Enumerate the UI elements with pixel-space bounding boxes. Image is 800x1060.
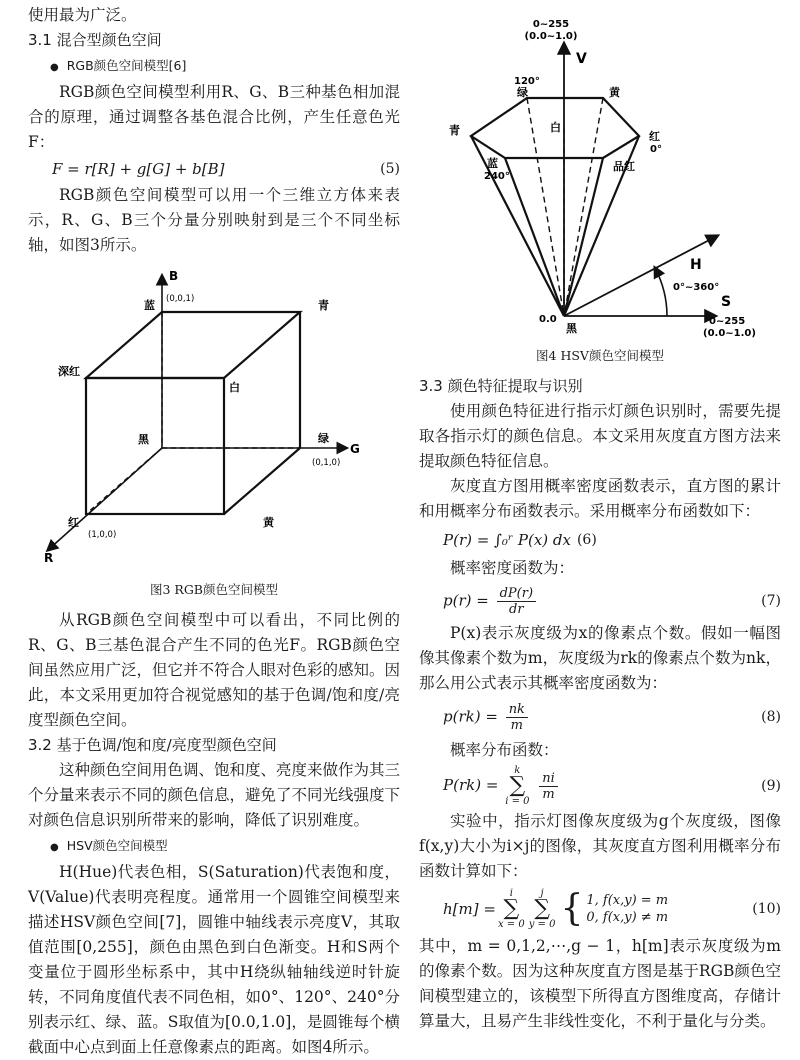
equation-body <box>443 888 668 930</box>
axis-v-label: V <box>576 51 587 67</box>
yellow-label: 黄 <box>609 86 620 99</box>
figure-3-rgb-cube <box>28 262 400 584</box>
fraction-denominator: m <box>542 786 555 802</box>
equation-5 <box>28 155 400 183</box>
vertex-cyan-label: 青 <box>318 299 329 312</box>
paragraph: P(x)表示灰度级为x的像素点个数。假如一幅图像其像素个数为m，灰度级为rk的像素点个数为nk，那么用公式表示其概率密度函数为： <box>419 624 781 692</box>
vertex-red-label: 红 <box>68 516 79 529</box>
paragraph: 从RGB颜色空间模型中可以看出，不同比例的R、G、B三基色混合产生不同的色光F。RGB颜色空间虽然应用广泛，但它并不符合人眼对色彩的感知。因此，本文采用更加符合视觉感知的基于色调/饱和度/亮度型颜色空间。 <box>28 611 401 729</box>
vertex-yellow-label: 黄 <box>263 516 274 529</box>
axis-s-label: S <box>721 294 732 310</box>
vertex-green-label: 绿 <box>318 432 329 445</box>
equation-lhs: P(rk) = <box>443 776 499 794</box>
equation-number: (6) <box>576 532 597 548</box>
sum-lower: y = 0 <box>528 919 556 930</box>
equation-7 <box>419 581 781 621</box>
sum-upper: j <box>540 888 544 899</box>
white-label: 白 <box>550 121 561 134</box>
cases <box>586 892 668 926</box>
equation-lhs: p(rk) = <box>443 707 498 725</box>
equation-number: (5) <box>380 161 400 177</box>
figure-4-hsv-cone <box>419 0 781 340</box>
sum-upper: i <box>509 888 513 899</box>
vertex-white-label: 白 <box>229 381 240 394</box>
equation-9 <box>419 763 781 809</box>
bullet-label: HSV颜色空间模型 <box>66 838 168 853</box>
v-range-2: (0.0~1.0) <box>524 31 578 42</box>
equation-body: F = r[R] + g[G] + b[B] <box>52 160 225 178</box>
bullet-label: RGB颜色空间模型[6] <box>66 58 187 73</box>
equation-number: (7) <box>761 593 781 609</box>
fraction <box>497 586 536 617</box>
text-line: 使用最为广泛。 <box>28 6 137 24</box>
vertex-magenta-label: 深红 <box>58 365 80 378</box>
equation-10 <box>419 884 781 934</box>
fraction-numerator: dP(r) <box>497 586 536 602</box>
figure-4-caption: 图4 HSV颜色空间模型 <box>536 348 664 363</box>
bullet-icon: ● <box>50 62 59 73</box>
equation-body <box>443 765 561 807</box>
cyan-label: 青 <box>449 124 460 137</box>
axis-g-label: G <box>350 442 360 456</box>
summation <box>498 888 525 930</box>
axis-r-label: R <box>44 551 54 565</box>
equation-body <box>443 702 531 733</box>
h-range-label: 0°~360° <box>673 282 720 293</box>
sum-lower: i = 0 <box>505 796 530 807</box>
vertex-black-label: 黑 <box>138 433 149 446</box>
summation <box>529 888 556 930</box>
right-column <box>419 0 781 1034</box>
black-label: 黑 <box>566 322 577 335</box>
vertex-blue-coord: (0,0,1) <box>166 294 195 304</box>
v-range-1: 0~255 <box>532 19 570 30</box>
paragraph: 其中，m = 0,1,2,⋯,g − 1，h[m]表示灰度级为m的像素个数。因为这种灰度直方图是基于RGB颜色空间模型建立的，该模型下所得直方图维度高，存储计算量大，且易产生非线性变化，不利于量化与分类。 <box>419 937 781 1030</box>
paragraph: 灰度直方图用概率密度函数表示，直方图的累计和用概率分布函数表示。采用概率分布函数如下： <box>419 477 781 520</box>
sum-lower: x = 0 <box>497 919 525 930</box>
bullet-icon: ● <box>50 842 59 853</box>
fraction <box>539 771 558 802</box>
paragraph: 实验中，指示灯图像灰度级为g个灰度级，图像f(x,y)大小为i×j的图像，其灰度直方图利用概率分布函数计算如下： <box>419 812 781 880</box>
fraction <box>506 702 528 733</box>
axis-b-label: B <box>169 269 179 283</box>
s-range-1: 0~255 <box>709 316 746 327</box>
label-density: 概率密度函数为： <box>450 559 575 577</box>
brace-icon: { <box>560 888 584 929</box>
fraction-numerator: ni <box>539 771 558 787</box>
axis-h-label: H <box>690 257 702 273</box>
paragraph: RGB颜色空间模型利用R、G、B三种基色相加混合的原理，通过调整各基色混合比例，产生任意色光F： <box>28 83 400 151</box>
paragraph: H(Hue)代表色相，S(Saturation)代表饱和度，V(Value)代表明亮程度。通常用一个圆锥空间模型来描述HSV颜色空间[7]，圆锥中轴线表示亮度V，其取值范围[0,255]，颜色由黑色到白色渐变。H和S两个变量位于圆形坐标系中，其中H绕纵轴轴线逆时针旋转，不同角度值代表不同色相，如0°、120°、240°分别表示红、绿、蓝。S取值为[0.0,1.0]，是圆锥每个横截面中心点到面上任意像素点的距离。如图4所示。 <box>28 863 400 1056</box>
fraction-denominator: m <box>510 717 523 733</box>
sigma-icon: ∑ <box>503 896 520 921</box>
equation-number: (10) <box>752 901 781 917</box>
case-2: 0, f(x,y) ≠ m <box>586 910 669 925</box>
fraction-denominator: dr <box>509 601 524 617</box>
equation-lhs: p(r) = <box>443 591 489 609</box>
vertex-red-coord: (1,0,0) <box>88 530 117 540</box>
bullet-rgb-model <box>28 53 400 80</box>
red-label: 红 <box>649 130 660 143</box>
sigma-icon: ∑ <box>534 896 550 921</box>
vertex-blue-label: 蓝 <box>144 299 155 312</box>
equation-number: (9) <box>761 778 781 794</box>
equation-body: P(r) = ∫₀ʳ P(x) dx <box>443 531 571 549</box>
paragraph: 这种颜色空间用色调、饱和度、亮度来做作为其三个分量来表示不同的颜色信息，避免了不同光线强度下对颜色信息识别所带来的影响，降低了识别难度。 <box>28 761 401 829</box>
label-distribution: 概率分布函数： <box>450 741 559 759</box>
deg-120-label: 120° <box>514 76 540 87</box>
blue-label: 蓝 <box>487 157 498 170</box>
axis-h-line <box>564 236 720 316</box>
figure-3-caption: 图3 RGB颜色空间模型 <box>149 582 278 597</box>
vertex-green-coord: (0,1,0) <box>312 458 341 468</box>
summation <box>505 765 529 807</box>
s-range-2: (0.0~1.0) <box>703 328 756 339</box>
equation-number: (8) <box>761 709 781 725</box>
sigma-icon: ∑ <box>509 773 526 798</box>
equation-lhs: h[m] = <box>443 900 496 918</box>
sum-upper: k <box>514 765 521 776</box>
fraction-numerator: nk <box>506 702 528 718</box>
paragraph: 使用颜色特征进行指示灯颜色识别时，需要先提取各指示灯的颜色信息。本文采用灰度直方图方法来提取颜色特征信息。 <box>419 402 781 470</box>
section-heading-3-1: 3.1 混合型颜色空间 <box>28 31 162 49</box>
section-heading-3-2: 3.2 基于色调/饱和度/亮度型颜色空间 <box>28 736 277 754</box>
paragraph: RGB颜色空间模型可以用一个三维立方体来表示，R、G、B三个分量分别映射到是三个不同坐标轴，如图3所示。 <box>28 186 400 254</box>
equation-body <box>443 586 539 617</box>
green-label: 绿 <box>517 86 528 99</box>
bullet-hsv-model <box>28 833 400 860</box>
origin-label: 0.0 <box>539 314 557 325</box>
case-1: 1, f(x,y) = m <box>586 893 669 908</box>
magenta-label: 品红 <box>613 160 635 173</box>
equation-8 <box>419 696 781 738</box>
left-column <box>28 0 400 1060</box>
deg-0-label: 0° <box>650 144 662 155</box>
section-heading-3-3: 3.3 颜色特征提取与识别 <box>419 377 583 395</box>
equation-6 <box>419 524 781 556</box>
deg-240-label: 240° <box>484 171 510 182</box>
